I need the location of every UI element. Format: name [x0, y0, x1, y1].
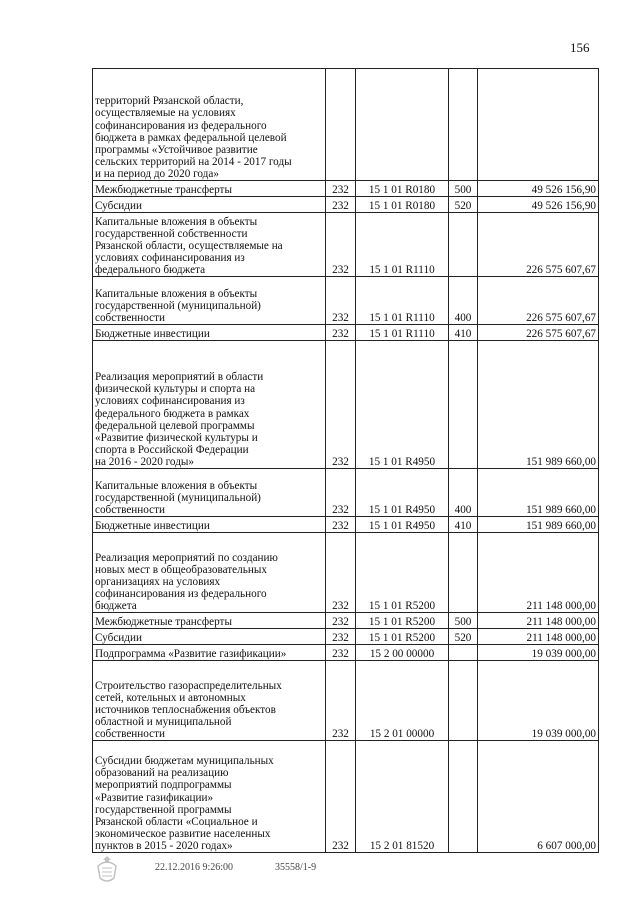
row-csr: 15 2 01 81520 — [356, 741, 449, 853]
footer-timestamp: 22.12.2016 9:26:00 — [155, 862, 234, 873]
row-vr: 500 — [449, 181, 478, 197]
table-row — [93, 645, 599, 661]
row-vr: 410 — [449, 325, 478, 341]
table-row — [93, 613, 599, 629]
row-name: Межбюджетные трансферты — [93, 613, 326, 629]
row-csr: 15 1 01 R0180 — [356, 181, 449, 197]
row-vr: 500 — [449, 613, 478, 629]
row-name: Бюджетные инвестиции — [93, 517, 326, 533]
row-csr: 15 2 01 00000 — [356, 661, 449, 741]
row-csr: 15 1 01 R1110 — [356, 277, 449, 325]
row-ved: 232 — [326, 341, 356, 469]
row-vr — [449, 341, 478, 469]
table-row — [93, 181, 599, 197]
row-ved: 232 — [326, 533, 356, 613]
row-sum: 151 989 660,00 — [478, 469, 599, 517]
row-sum: 6 607 000,00 — [478, 741, 599, 853]
row-vr — [449, 213, 478, 277]
row-vr — [449, 69, 478, 181]
row-ved: 232 — [326, 181, 356, 197]
row-ved: 232 — [326, 645, 356, 661]
budget-table-body — [93, 69, 599, 853]
row-vr: 400 — [449, 277, 478, 325]
row-sum: 49 526 156,90 — [478, 181, 599, 197]
row-sum — [478, 69, 599, 181]
table-row — [93, 69, 599, 181]
row-name: Бюджетные инвестиции — [93, 325, 326, 341]
row-ved: 232 — [326, 613, 356, 629]
row-vr — [449, 661, 478, 741]
row-ved: 232 — [326, 277, 356, 325]
row-vr: 410 — [449, 517, 478, 533]
table-row — [93, 517, 599, 533]
row-sum: 151 989 660,00 — [478, 341, 599, 469]
row-name: территорий Рязанской области, осуществляемые на условиях софинансирования из федерального бюджета в рамках федеральной целевой программы «Устойчивое развитие сельских территорий на 2014 - 2017 годы и на период до 2020 года» — [93, 69, 326, 181]
row-ved: 232 — [326, 197, 356, 213]
row-vr — [449, 645, 478, 661]
page-number: 156 — [570, 40, 590, 55]
row-sum: 151 989 660,00 — [478, 517, 599, 533]
row-csr: 15 1 01 R5200 — [356, 533, 449, 613]
row-ved: 232 — [326, 661, 356, 741]
row-vr: 520 — [449, 197, 478, 213]
table-row — [93, 213, 599, 277]
row-sum: 211 148 000,00 — [478, 533, 599, 613]
row-csr: 15 1 01 R4950 — [356, 469, 449, 517]
row-name: Капитальные вложения в объекты государственной (муниципальной) собственности — [93, 469, 326, 517]
row-sum: 226 575 607,67 — [478, 277, 599, 325]
row-csr: 15 1 01 R5200 — [356, 613, 449, 629]
budget-table — [92, 68, 599, 853]
row-csr: 15 1 01 R1110 — [356, 325, 449, 341]
row-csr: 15 2 00 00000 — [356, 645, 449, 661]
row-vr — [449, 741, 478, 853]
row-csr — [356, 69, 449, 181]
row-name: Реализация мероприятий по созданию новых мест в общеобразовательных организациях на условиях софинансирования из федерального бюджета — [93, 533, 326, 613]
row-csr: 15 1 01 R4950 — [356, 341, 449, 469]
table-row — [93, 469, 599, 517]
row-vr — [449, 533, 478, 613]
row-name: Строительство газораспределительных сетей, котельных и автономных источников теплоснабжения объектов областной и муниципальной собственности — [93, 661, 326, 741]
row-csr: 15 1 01 R4950 — [356, 517, 449, 533]
row-ved: 232 — [326, 469, 356, 517]
table-row — [93, 629, 599, 645]
row-csr: 15 1 01 R1110 — [356, 213, 449, 277]
table-row — [93, 325, 599, 341]
row-name: Реализация мероприятий в области физической культуры и спорта на условиях софинансирования из федерального бюджета в рамках федеральной целевой программы «Развитие физической культуры и спорта в Российской Федерации на 2016 - 2020 годы» — [93, 341, 326, 469]
footer-doc-number: 35558/1-9 — [275, 862, 317, 873]
emblem-icon — [92, 854, 122, 886]
row-ved: 232 — [326, 213, 356, 277]
row-csr: 15 1 01 R0180 — [356, 197, 449, 213]
row-ved: 232 — [326, 741, 356, 853]
table-row — [93, 197, 599, 213]
row-sum: 226 575 607,67 — [478, 325, 599, 341]
row-sum: 19 039 000,00 — [478, 645, 599, 661]
row-sum: 226 575 607,67 — [478, 213, 599, 277]
row-ved: 232 — [326, 629, 356, 645]
row-name: Субсидии бюджетам муниципальных образований на реализацию мероприятий подпрограммы «Развитие газификации» государственной программы Рязанской области «Социальное и экономическое развитие населенных пунктов в 2015 - 2020 годах» — [93, 741, 326, 853]
row-sum: 49 526 156,90 — [478, 197, 599, 213]
row-sum: 211 148 000,00 — [478, 629, 599, 645]
table-row — [93, 341, 599, 469]
row-name: Капитальные вложения в объекты государственной собственности Рязанской области, осуществляемые на условиях софинансирования из федерального бюджета — [93, 213, 326, 277]
row-name: Капитальные вложения в объекты государственной (муниципальной) собственности — [93, 277, 326, 325]
table-row — [93, 277, 599, 325]
table-row — [93, 661, 599, 741]
row-name: Субсидии — [93, 629, 326, 645]
row-vr: 520 — [449, 629, 478, 645]
table-row — [93, 741, 599, 853]
row-ved: 232 — [326, 325, 356, 341]
row-name: Субсидии — [93, 197, 326, 213]
row-ved — [326, 69, 356, 181]
row-sum: 19 039 000,00 — [478, 661, 599, 741]
row-csr: 15 1 01 R5200 — [356, 629, 449, 645]
row-ved: 232 — [326, 517, 356, 533]
row-vr: 400 — [449, 469, 478, 517]
table-row — [93, 533, 599, 613]
row-name: Подпрограмма «Развитие газификации» — [93, 645, 326, 661]
row-sum: 211 148 000,00 — [478, 613, 599, 629]
row-name: Межбюджетные трансферты — [93, 181, 326, 197]
